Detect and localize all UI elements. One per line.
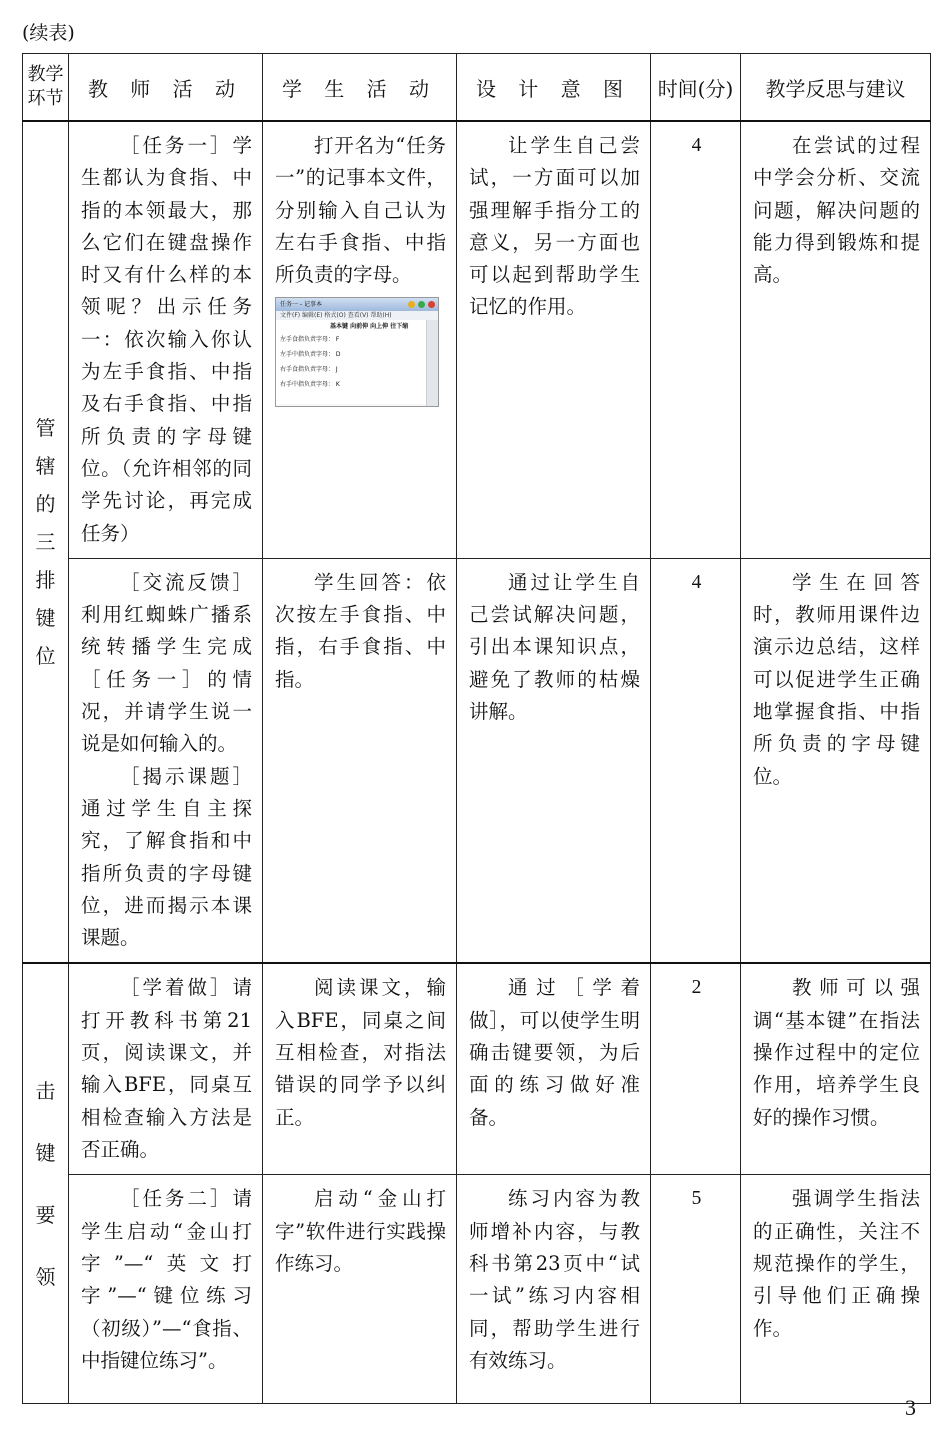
reflection-cell	[741, 963, 931, 1175]
notepad-line: 右手食指负责字母： J	[280, 366, 338, 374]
student-text: 打开名为“任务一”的记事本文件，分别输入自己认为左右手食指、中指所负责的字母。	[275, 134, 446, 287]
notepad-titlebar	[276, 298, 438, 311]
notepad-line: 左手食指负责字母： F	[280, 336, 340, 344]
teacher-cell	[69, 558, 263, 963]
design-cell	[457, 963, 651, 1175]
section-char: 管	[35, 416, 56, 441]
section-char: 排	[35, 568, 56, 593]
time-cell: 2	[651, 963, 741, 1175]
section-label	[23, 121, 69, 963]
section-char: 位	[35, 644, 56, 669]
design-text: 通过［学着做］，可以使学生明确击键要领，为后面的练习做好准备。	[469, 976, 640, 1129]
reflection-cell	[741, 121, 931, 558]
lesson-table	[22, 53, 931, 1404]
notepad-scrollbar	[426, 320, 438, 406]
design-text: 练习内容为教师增补内容，与教科书第23页中“试一试”练习内容相同，帮助学生进行有效练习。	[469, 1187, 640, 1372]
reflection-text: 学生在回答时，教师用课件边演示边总结，这样可以促进学生正确地掌握食指、中指所负责的字母键位。	[753, 570, 920, 788]
table-row	[23, 1175, 931, 1404]
section-name	[23, 1060, 68, 1308]
section-char: 击	[35, 1078, 56, 1103]
teacher-text: ［学着做］请打开教科书第21页，阅读课文，并输入BFE，同桌互相检查输入方法是否正确。	[81, 976, 252, 1161]
maximize-icon	[418, 301, 425, 308]
time-cell: 4	[651, 121, 741, 558]
table-row	[23, 558, 931, 963]
student-cell	[263, 963, 457, 1175]
section-char: 键	[35, 606, 56, 631]
reflection-text: 在尝试的过程中学会分析、交流问题，解决问题的能力得到锻炼和提高。	[753, 134, 920, 287]
teacher-cell	[69, 121, 263, 558]
time-cell: 5	[651, 1175, 741, 1404]
continued-label: (续表)	[22, 22, 75, 44]
section-char: 的	[35, 492, 56, 517]
teacher-cell	[69, 963, 263, 1175]
reflection-cell	[741, 1175, 931, 1404]
section-char: 要	[35, 1202, 56, 1227]
page-number: 3	[905, 1395, 916, 1420]
header-teacher: 教 师 活 动	[69, 54, 263, 122]
notepad-title: 任务一 - 记事本	[280, 301, 322, 309]
notepad-line: 左手中指负责字母： D	[280, 351, 341, 359]
section-label	[23, 963, 69, 1404]
section-char: 领	[35, 1264, 56, 1289]
design-text: 通过让学生自己尝试解决问题，引出本课知识点，避免了教师的枯燥讲解。	[469, 570, 640, 724]
notepad-header: 基本键 向前伸 向上伸 往下缩	[330, 323, 409, 331]
student-cell	[263, 1175, 457, 1404]
header-row	[23, 54, 931, 122]
section-char: 三	[35, 530, 56, 555]
student-text: 学生回答：依次按左手食指、中指，右手食指、中指。	[275, 570, 446, 691]
header-time: 时间(分)	[651, 54, 741, 122]
section-char: 辖	[35, 454, 56, 479]
student-text: 阅读课文，输入BFE，同桌之间互相检查，对指法错误的同学予以纠正。	[275, 976, 446, 1129]
close-icon	[428, 301, 435, 308]
section-char: 键	[35, 1140, 56, 1165]
student-text: 启动“金山打字”软件进行实践操作练习。	[275, 1187, 446, 1276]
teacher-text: ［任务一］学生都认为食指、中指的本领最大，那么它们在键盘操作时又有什么样的本领呢？出示任务一：依次输入你认为左手食指、中指及右手食指、中指所负责的字母键位。（允许相邻的同学先讨论，再完成任务）	[81, 134, 252, 545]
header-section: 教学环节	[23, 54, 69, 122]
design-cell	[457, 121, 651, 558]
time-cell: 4	[651, 558, 741, 963]
student-cell	[263, 558, 457, 963]
section-name	[23, 409, 68, 675]
design-cell	[457, 1175, 651, 1404]
minimize-icon	[408, 301, 415, 308]
header-student: 学 生 活 动	[263, 54, 457, 122]
notepad-line: 右手中指负责字母： K	[280, 381, 340, 389]
teacher-text: ［任务二］请学生启动“金山打字”—“英文打字”—“键位练习（初级）”—“食指、中指键位练习”。	[81, 1187, 252, 1372]
design-cell	[457, 558, 651, 963]
table-row	[23, 963, 931, 1175]
design-text: 让学生自己尝试，一方面可以加强理解手指分工的意义，另一方面也可以起到帮助学生记忆的作用。	[469, 134, 640, 319]
reflection-text: 强调学生指法的正确性，关注不规范操作的学生，引导他们正确操作。	[753, 1187, 920, 1340]
reflection-text: 教师可以强调“基本键”在指法操作过程中的定位作用，培养学生良好的操作习惯。	[753, 976, 920, 1129]
teacher-text: ［揭示课题］通过学生自主探究，了解食指和中指所负责的字母键位，进而揭示本课课题。	[81, 764, 252, 950]
notepad-menu: 文件(F) 编辑(E) 格式(O) 查看(V) 帮助(H)	[276, 311, 438, 320]
table-row	[23, 121, 931, 558]
reflection-cell	[741, 558, 931, 963]
teacher-text: ［交流反馈］利用红蜘蛛广播系统转播学生完成［任务一］的情况，并请学生说一说是如何输入的。	[81, 570, 252, 756]
student-cell	[263, 121, 457, 558]
header-reflection: 教学反思与建议	[741, 54, 931, 122]
header-design: 设 计 意 图	[457, 54, 651, 122]
notepad-screenshot	[275, 297, 439, 407]
notepad-body	[276, 320, 426, 404]
teacher-cell	[69, 1175, 263, 1404]
